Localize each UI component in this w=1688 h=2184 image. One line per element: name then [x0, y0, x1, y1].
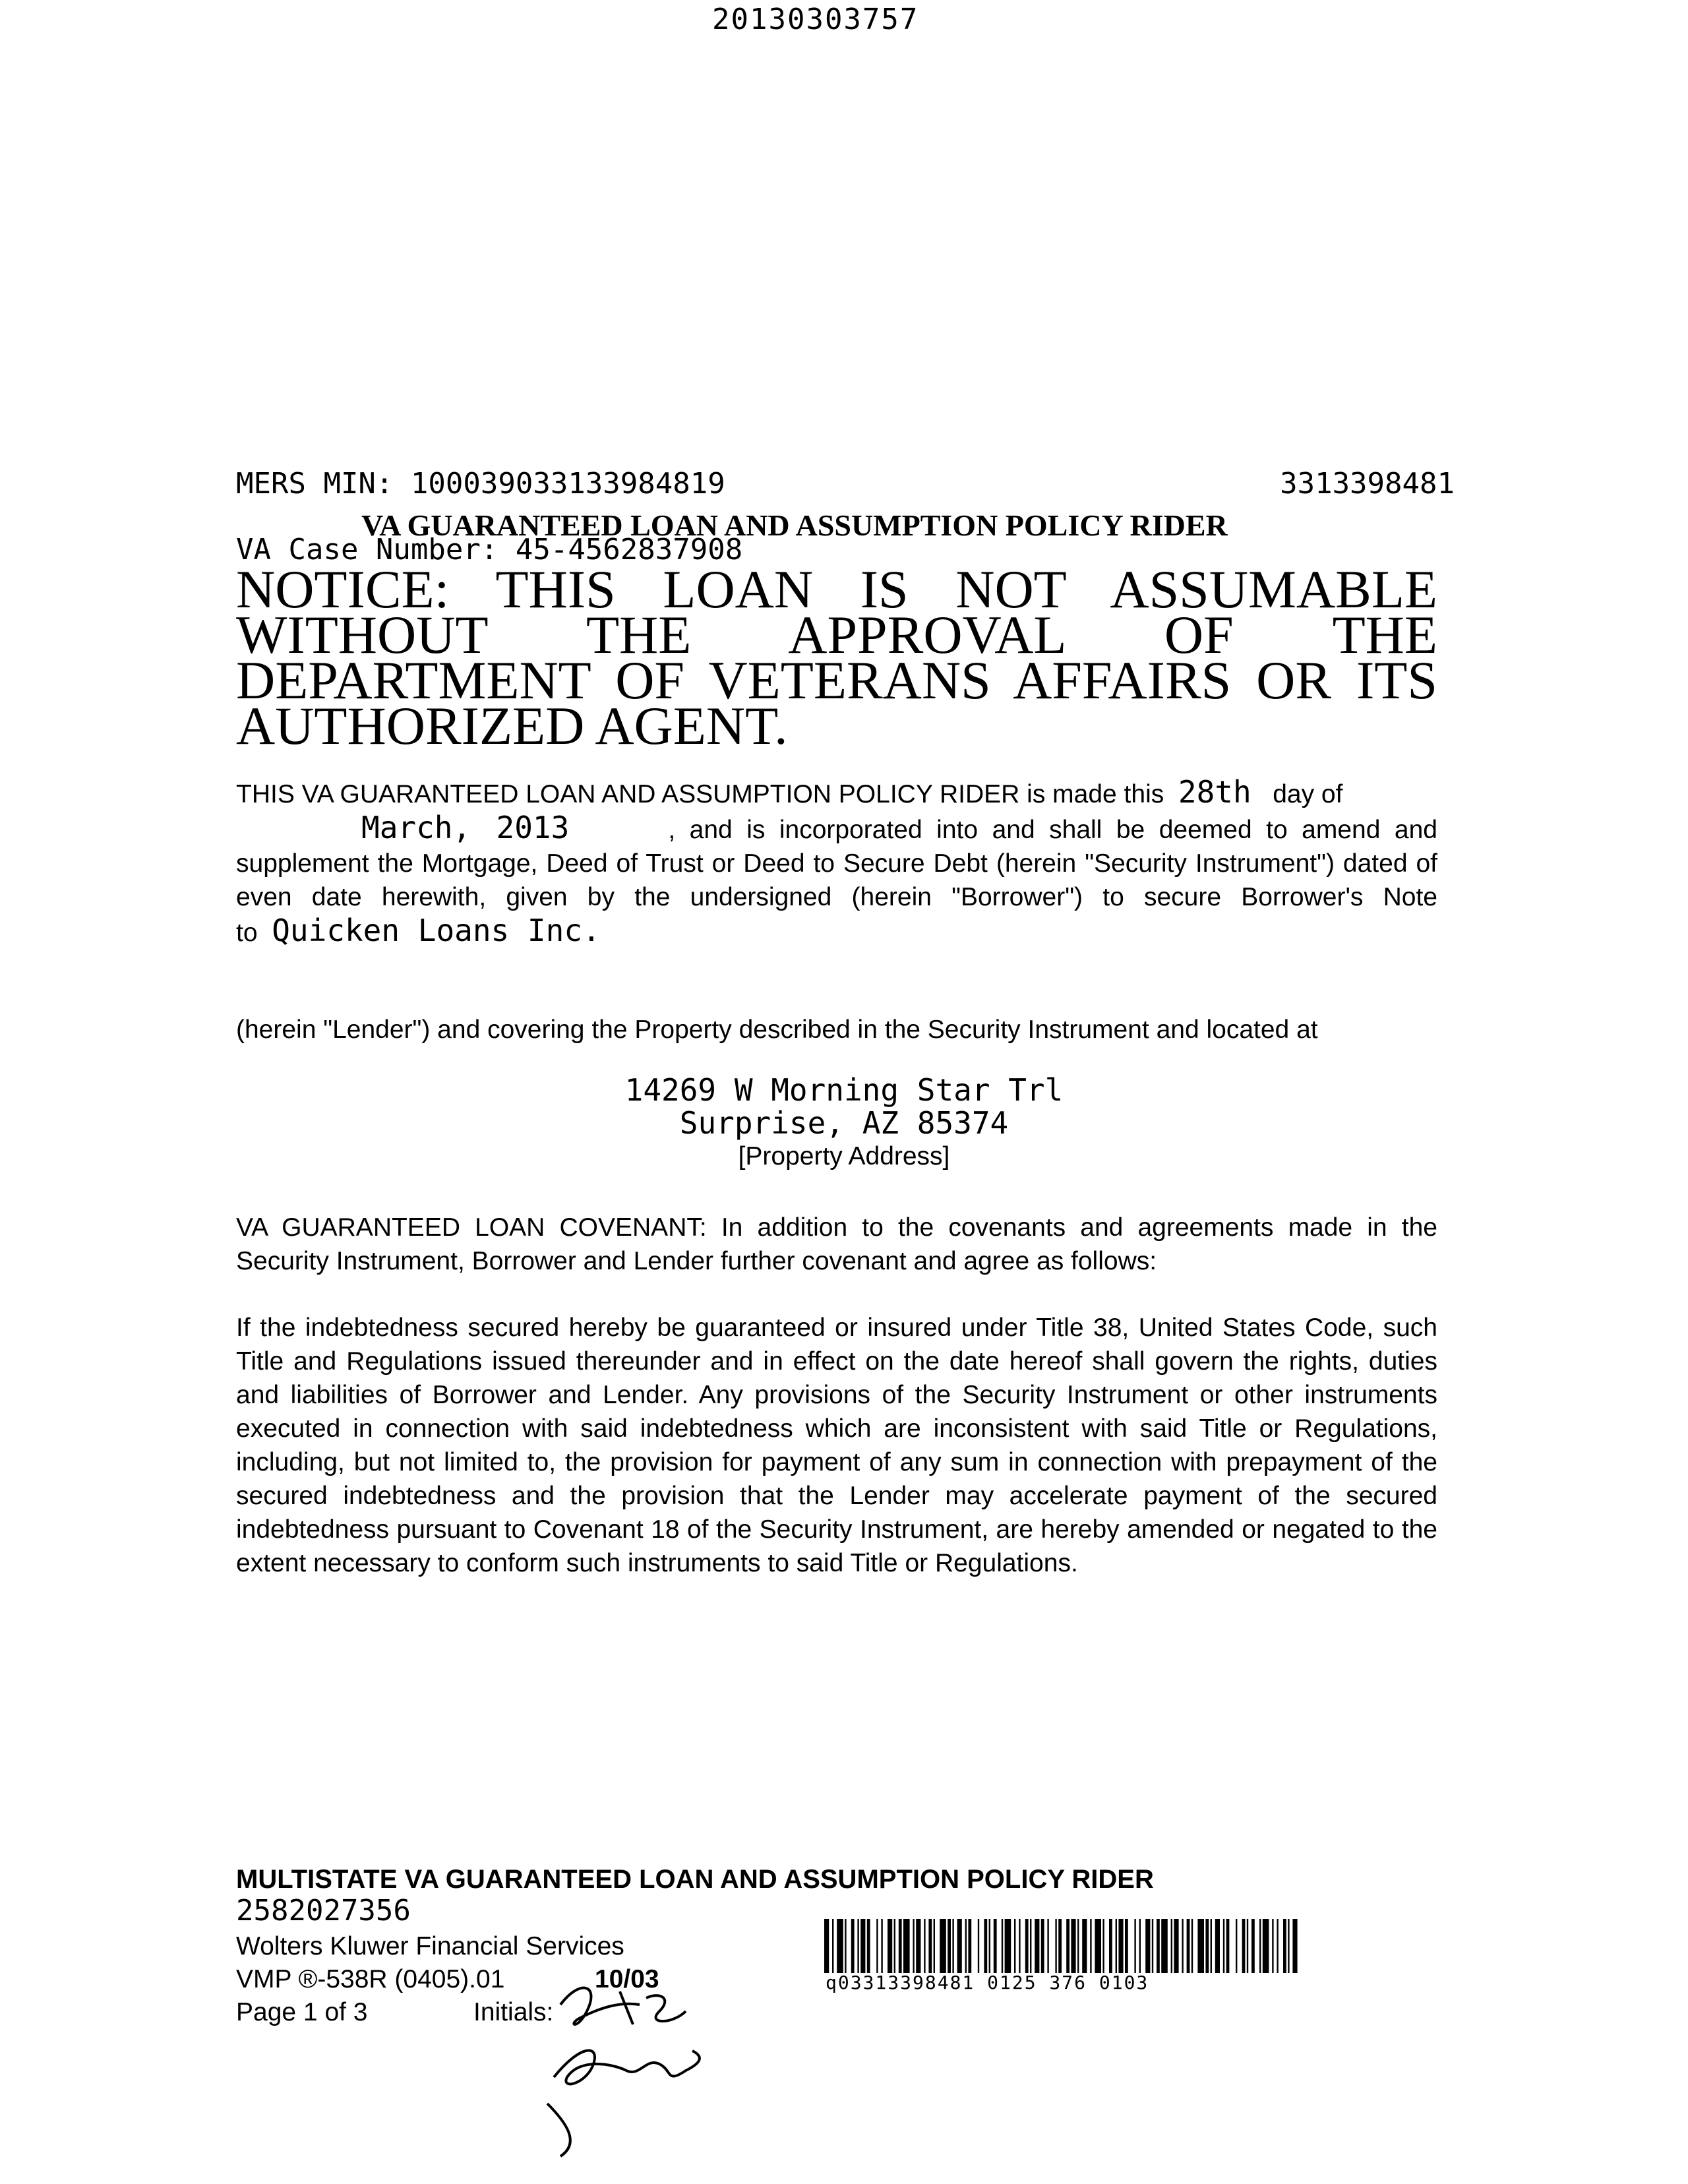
barcode-bar [957, 1919, 962, 1973]
form-id-text: VMP ®-538R (0405).01 [236, 1965, 505, 1993]
barcode-bar [913, 1919, 914, 1973]
address-line-1: 14269 W Morning Star Trl [624, 1072, 1064, 1108]
barcode-bar [1263, 1919, 1269, 1973]
barcode-bar [867, 1919, 870, 1973]
footer-loan-ref: 2582027356 [236, 1894, 411, 1927]
barcode-bar [1005, 1919, 1011, 1973]
barcode-bar [924, 1919, 925, 1973]
barcode-bar [1025, 1919, 1029, 1973]
barcode-bar [1251, 1919, 1255, 1973]
barcode-bar [1047, 1919, 1048, 1973]
barcode-bar [1090, 1919, 1091, 1973]
barcode-bar [928, 1919, 932, 1973]
intro-text-3: , and is incorporated into and shall be deemed to amend and supplement the Mortgage, Deed of Trust or Deed to Secure Debt (herein "Security Instrument") dated of even date herewith, given by the undersigned (herein "Borrower") to secure Borrower's Note to [236, 816, 1437, 947]
barcode-bar [1236, 1919, 1237, 1973]
barcode-bar [1242, 1919, 1246, 1973]
lender-name: Quicken Loans Inc. [272, 913, 601, 948]
barcode-bar [1247, 1919, 1248, 1973]
barcode-bar [1174, 1919, 1178, 1973]
barcode-bar [1145, 1919, 1150, 1973]
barcode-bar [1283, 1919, 1286, 1973]
barcode-bar [1182, 1919, 1183, 1973]
barcode-bar [894, 1919, 895, 1973]
barcode-bar [1171, 1919, 1172, 1973]
assumption-notice: NOTICE: THIS LOAN IS NOT ASSUMABLE WITHOUT THE APPROVAL OF THE DEPARTMENT OF VETERANS AFFAIRS OR ITS AUTHORIZED AGENT. [236, 559, 1437, 756]
barcode-bar [984, 1919, 987, 1973]
barcode-bar [1035, 1919, 1039, 1973]
initials-signature [541, 1965, 712, 2163]
mers-min: MERS MIN: 100039033133984819 [236, 467, 725, 501]
barcode-bar [888, 1919, 892, 1973]
barcode-bar [881, 1919, 882, 1973]
body-paragraph: If the indebtedness secured hereby be guaranteed or insured under Title 38, United States Code, such Title and Regulations issued thereunder and in effect on the date hereof shall govern the rights, duties and liabilities of Borrower and Lender. Any provisions of the Security Instrument or other instruments executed in connection with said indebtedness which are inconsistent with said Title or Regulations, including, but not limited to, the provision for payment of any sum in connection with prepayment of the secured indebtedness and the provision that the Lender may accelerate payment of the secured indebtedness pursuant to Covenant 18 of the Security Instrument, are hereby amended or negated to the extent necessary to conform such instruments to said Title or Regulations. [236, 1314, 1437, 1577]
barcode-bar [1102, 1919, 1104, 1973]
barcode-bar [1082, 1919, 1087, 1973]
barcode-bar [989, 1919, 990, 1973]
barcode-bar [1095, 1919, 1101, 1973]
barcode-bar [860, 1919, 865, 1973]
intro-paragraph [236, 775, 1437, 950]
address-label: [Property Address] [738, 1142, 950, 1170]
barcode-bar [1077, 1919, 1079, 1973]
barcode-bar [1205, 1919, 1209, 1973]
barcode-bar [845, 1919, 846, 1973]
barcode-bar [1109, 1919, 1112, 1973]
barcode-bar [978, 1919, 979, 1973]
barcode-bar [903, 1919, 910, 1973]
barcode-bar [1226, 1919, 1230, 1973]
intro-text-2: day of [1273, 780, 1343, 808]
barcode-bar [1139, 1919, 1141, 1973]
rider-month-year: March, 2013 [361, 810, 570, 845]
barcode-bar [1259, 1919, 1261, 1973]
barcode-bar [948, 1919, 951, 1973]
barcode-bar [1223, 1919, 1224, 1973]
footer-form-id [236, 1965, 659, 1994]
barcode-bar [1134, 1919, 1135, 1973]
barcode-bar [876, 1919, 878, 1973]
barcode-bar [1152, 1919, 1153, 1973]
barcode-bar [1277, 1919, 1278, 1973]
barcode-bar [1116, 1919, 1117, 1973]
barcode-bar [851, 1919, 855, 1973]
rider-title: VA GUARANTEED LOAN AND ASSUMPTION POLICY RIDER [361, 508, 1228, 542]
page-number: Page 1 of 3 [236, 1998, 368, 2026]
barcode-bar [1288, 1919, 1289, 1973]
barcode-bar [1071, 1919, 1075, 1973]
barcode-bar [857, 1919, 859, 1973]
barcode-bar [1002, 1919, 1003, 1973]
barcode-bar [1125, 1919, 1128, 1973]
barcode-bar [965, 1919, 967, 1973]
barcode-bar [832, 1919, 833, 1973]
barcode [824, 1919, 1298, 1973]
barcode-bar [1211, 1919, 1212, 1973]
barcode-bar [952, 1919, 953, 1973]
barcode-bar [1041, 1919, 1044, 1973]
barcode-bar [899, 1919, 902, 1973]
barcode-bar [1292, 1919, 1297, 1973]
barcode-bar [1066, 1919, 1070, 1973]
barcode-bar [968, 1919, 971, 1973]
footer-publisher: Wolters Kluwer Financial Services [236, 1932, 624, 1960]
barcode-bar [1014, 1919, 1015, 1973]
barcode-bar [1215, 1919, 1220, 1973]
barcode-bar [934, 1919, 935, 1973]
barcode-bar [916, 1919, 920, 1973]
lender-paragraph: (herein "Lender") and covering the Property described in the Security Instrument and located at [236, 1016, 1318, 1044]
barcode-bar [1197, 1919, 1204, 1973]
barcode-bar [1161, 1919, 1168, 1973]
barcode-bar [1118, 1919, 1123, 1973]
barcode-bar [1030, 1919, 1031, 1973]
loan-number: 3313398481 [1280, 467, 1455, 501]
barcode-bar [940, 1919, 946, 1973]
barcode-bar [1272, 1919, 1273, 1973]
barcode-bar [1055, 1919, 1056, 1973]
va-case-number: VA Case Number: 45-4562837908 [236, 533, 743, 566]
document-number: 20130303757 [712, 3, 919, 36]
barcode-bar [1187, 1919, 1190, 1973]
initials-label: Initials: [473, 1998, 554, 2026]
barcode-bar [1058, 1919, 1062, 1973]
barcode-bar [837, 1919, 843, 1973]
barcode-bar [1191, 1919, 1193, 1973]
barcode-bar [994, 1919, 997, 1973]
rider-day: 28th [1178, 774, 1251, 810]
barcode-bar [824, 1919, 829, 1973]
barcode-bar [1157, 1919, 1160, 1973]
form-revision: 10/03 [595, 1965, 659, 1993]
barcode-bar [1019, 1919, 1020, 1973]
intro-text-1: THIS VA GUARANTEED LOAN AND ASSUMPTION POLICY RIDER is made this [236, 780, 1164, 808]
barcode-text: q03313398481 0125 376 0103 [826, 1972, 1149, 1993]
address-line-2: Surprise, AZ 85374 [679, 1105, 1009, 1141]
covenant-paragraph: VA GUARANTEED LOAN COVENANT: In addition to the covenants and agreements made in the Security Instrument, Borrower and Lender further covenant and agree as follows: [236, 1213, 1437, 1275]
property-address [0, 1074, 1688, 1174]
footer-form-title: MULTISTATE VA GUARANTEED LOAN AND ASSUMPTION POLICY RIDER [236, 1865, 1154, 1894]
